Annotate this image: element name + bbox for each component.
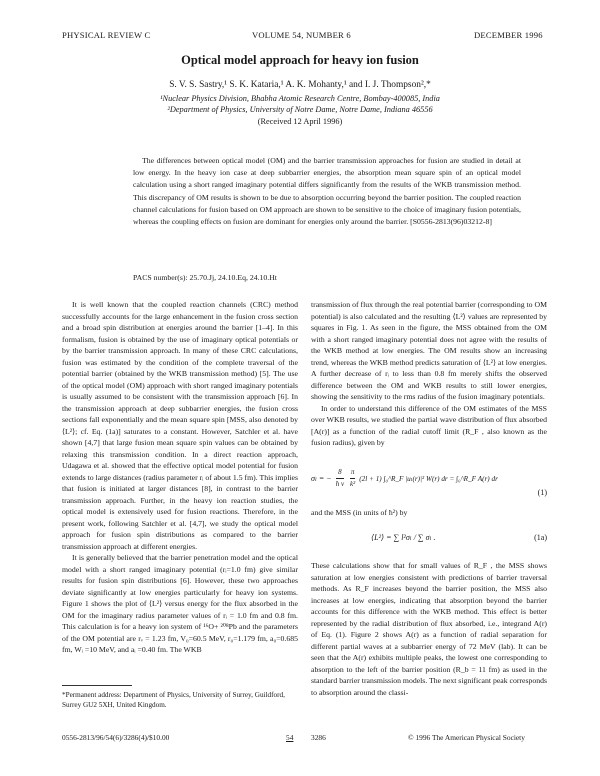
body-paragraph: It is well known that the coupled reaction channels (CRC) method successfully accounts for the large enhancement in the fusion cross section and a broad spin distribution at energies around the barrier [1–4]. In this formalism, fusion is obtained by the use of imaginary optical potentials or by the barrier transmission approach. In many of these CRC calculations, fusion was estimated by the condition of the complete traversal of the potential barrier (obtained by the WKB transmission method) [5]. The use of the optical model (OM) approach with short ranged imaginary potentials is usually assumed to be consistent with the transmission approach [6]. In the transmission approach at deep subbarrier energies, the fusion cross sections fall exponentially and the mean square spin [MSS, also denoted by ⟨L²⟩; cf. Eq. (1a)] saturates to a constant. However, Satchler et al. have shown [4,7] that large fusion mean square spin values can be obtained by relaxing this transmission condition. In a direct reaction approach, Udagawa et al. showed that the effective optical model potential for fusion extends to large distances (radius parameter rᵢ of about 1.5 fm). This implies that fusion is initiated at larger distances [8], in contrast to the barrier transmission approach. Further, in the heavy ion reaction studies, the optical model is extensively used for fusion reactions. Therefore, in the present work, following Satchler et al. [4,7], we study the optical model approach for fusion spin distributions as compared to the barrier transmission approach at different energies. [62,300,299,551]
affiliation-1: ¹Nuclear Physics Division, Bhabha Atomic Research Centre, Bombay-400085, India [160,94,440,103]
paper-title: Optical model approach for heavy ion fusion [181,53,419,67]
left-column [62,299,298,656]
footnote-rule [62,685,132,686]
author-list: S. V. S. Sastry,¹ S. K. Kataria,¹ A. K. Mohanty,¹ and I. J. Thompson²,* [169,80,431,90]
footer-volume: 54 [286,733,294,742]
equation-1a [311,524,547,552]
pacs-numbers: PACS number(s): 25.70.Jj, 24.10.Eq, 24.10.Ht [133,273,277,282]
eq1-fraction-1: $\frac{8}{\text{ħ v}}$ [335,467,345,488]
abstract: The differences between optical model (OM) and the barrier transmission approaches for fusion are studied in detail at low energy. In the heavy ion case at deep subbarrier energies, the absorption mean square spin of an optical model calculation using a short ranged imaginary potential differs significantly from the results of the WKB transmission method. This discrepancy of OM results is shown to be due to absorption occurring beyond the barrier position. The coupled reaction channel calculations for fusion based on OM approach are shown to be sensitive to the choice of imaginary fusion potentials, whereas the coupling effects on fusion are dominant for energies only around the barrier. [S0556-2813(96)03212-8] [133,156,521,227]
copyright: © 1996 The American Physical Society [408,733,525,742]
body-paragraph: transmission of flux through the real potential barrier (corresponding to OM potential) is also calculated and the resulting ⟨L²⟩ values are represented by squares in Fig. 1. As seen in the figure, the MSS obtained from the OM with a short ranged imaginary potential does not agree with the results of the WKB method at low energies. The OM results show an increasing trend, whereas the WKB method predicts saturation of ⟨L²⟩ at low energies. A further decrease of rᵢ to less than 0.8 fm merely shifts the observed difference between the OM and WKB results to still lower energies, showing the sensitivity to the rms radius of the fusion imaginary potentials. [311,300,547,401]
body-paragraph: In order to understand this difference of the OM estimates of the MSS over WKB results, we studied the partial wave distribution of flux absorbed [A(r)] as a function of the radial cutoff limit (R_F , also known as the fusion radius), given by [311,403,547,447]
body-paragraph: These calculations show that for small values of R_F , the MSS shows saturation at low energies consistent with predictions of barrier traversal methods. As R_F increases beyond the barrier position, the MSS also increases at low energies, indicating that absorption beyond the barrier accounts for this difference with the WKB method. This effect is better represented by the radial distribution of flux absorbed, i.e., integrand A(r) of Eq. (1). Figure 2 shows A(r) as a function of radial separation for different partial waves at a subbarrier energy of 72 MeV (lab). It can be seen that the A(r) exhibits multiple peaks, the lowest one corresponding to absorption to the left of the barrier position (R_b = 11 fm) as used in the standard barrier transmission models. The next significant peak corresponds to absorption around the classi- [311,561,547,697]
footer-code: 0556-2813/96/54(6)/3286(4)/$10.00 [62,733,170,742]
received-date: (Received 12 April 1996) [257,117,343,126]
equation-1 [311,457,547,501]
volume-number: VOLUME 54, NUMBER 6 [252,30,351,40]
eq1a-body: ⟨L²⟩ = ∑ l²σₗ / ∑ σₗ . [371,533,436,542]
page-number: 3286 [311,733,326,742]
eq1-fraction-2: $\frac{\pi}{\text{k²}}$ [350,467,356,488]
body-paragraph: and the MSS (in units of ħ²) by [311,507,408,517]
equation-number: (1a) [534,533,547,542]
body-paragraph: It is generally believed that the barrier penetration model and the optical model with a short ranged imaginary potential (rᵢ=1.0 fm) give similar results for fusion spin distributions [6]. However, these two approaches deviate significantly at low energies particularly for heavy ion systems. Figure 1 shows the plot of ⟨L²⟩ versus energy for the flux absorbed in the OM for the imaginary radius parameter values of rᵢ = 1.0 fm and 0.8 fm. This calculation is for a heavy ion system of ¹⁶O+ ²⁰⁸Pb and the parameters of the OM potential are rᵥ = 1.23 fm, V₀=60.5 MeV, r₀=1.179 fm, a₀=0.685 fm, Wᵢ =10 MeV, and aᵢ =0.40 fm. The WKB [62,553,298,654]
equation-number: (1) [537,487,547,497]
affiliation-2: ²Department of Physics, University of Notre Dame, Notre Dame, Indiana 46556 [167,105,433,114]
issue-date: DECEMBER 1996 [474,30,543,40]
right-column [311,299,547,698]
eq1-body: (2l + 1) ∫₀^R_F |uₗ(r)|² W(r) dr = ∫₀^R_F A(r) dr [359,474,498,483]
eq1-lhs: σₗ = − [311,473,332,483]
journal-name: PHYSICAL REVIEW C [62,30,151,40]
footnote: *Permanent address: Department of Physics, University of Surrey, Guildford, Surrey GU2 5XH, United Kingdom. [62,691,285,709]
